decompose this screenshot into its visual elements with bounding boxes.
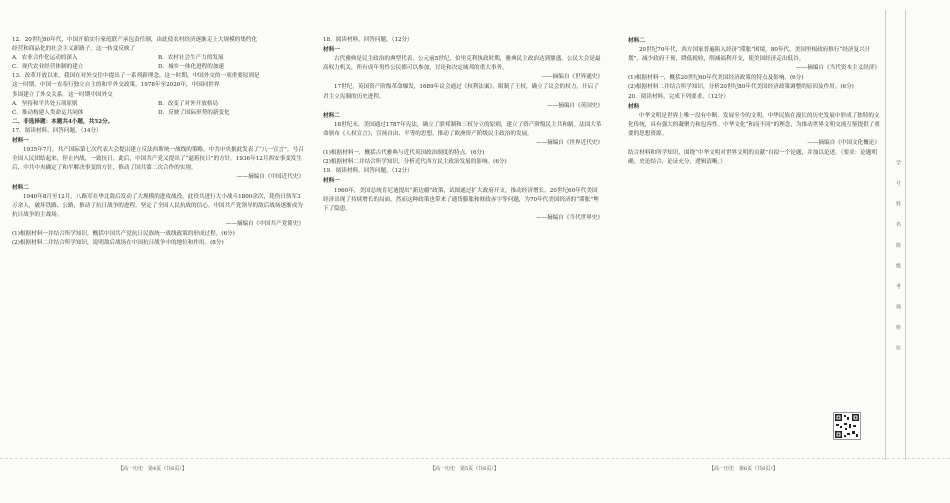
question-18-part-1: (1)根据材料一，概括古代雅典与近代英国政治制度的特点。(6分) bbox=[323, 150, 485, 157]
option-c: C．推动构建人类命运共同体 bbox=[12, 109, 84, 116]
material-2-text: 18世纪末，美国通过1787年宪法，确立了联邦制和三权分立的原则，建立了资产阶级民主共和制。法国大革命颁布《人权宣言》，宣扬自由、平等的思想，推动了欧洲资产阶级民主政治的发展。 bbox=[323, 121, 602, 137]
question-12-stem: 12．20世纪80年代，中国开始实行家庭联产承包责任制，由此使农村经济逐渐走上大规模的集约化 bbox=[12, 37, 258, 43]
question-13-stem-cont: 多国建立了外交关系。这一时期中国外交 bbox=[12, 91, 113, 98]
material-text: 中华文明是世界上唯一没有中断、发展至今的文明。中华民族在漫长的历史发展中形成了独特的文化传统，具有强大的凝聚力和包容性。中华文化“和而不同”的理念，为推动世界文明交流互鉴提供了重要的思想资源。 bbox=[628, 112, 880, 137]
option-d: D．反映了国际形势的新变化 bbox=[158, 109, 230, 116]
question-17-part-1: (1)根据材料一并结合所学知识，概括中国共产党抗日民族统一战线政策的形成过程。(6分) bbox=[12, 230, 235, 237]
material-1-source: ——摘编自《中国近代史》 bbox=[236, 174, 304, 181]
question-20-task: 结合材料和所学知识，围绕“中华文明对世界文明的贡献”自拟一个论题，并加以论述。（要求：论题明确，史论结合，论证充分，逻辑清晰。） bbox=[628, 150, 878, 166]
material-1-text: 1960年，美国总统肯尼迪提出“新边疆”政策，试图通过扩大政府开支，推动经济增长。20世纪60年代美国经济出现了持续增长的局面。然而这种政策也带来了通货膨胀和财政赤字等问题，为70年代美国经济的“滞胀”埋下了隐患。 bbox=[323, 187, 599, 212]
question-17-stem: 17．阅读材料，回答问题。（14分） bbox=[12, 127, 102, 134]
material-1-text-2: 17世纪，英国资产阶级革命爆发，1689年议会通过《权利法案》，限制了王权，确立了议会的权力，开启了君主立宪制的历史进程。 bbox=[323, 84, 599, 100]
page-footer-5: 【高一历史 第5页（共6页）】 bbox=[430, 466, 499, 472]
page-6-column bbox=[628, 36, 880, 356]
option-a: A．坚持和平共处五项原则 bbox=[12, 100, 78, 107]
material-2-source: ——摘编自《世界近代史》 bbox=[535, 140, 603, 147]
question-13-stem-cont: 这一时期，中国一直奉行独立自主的和平外交政策，1978年至2020年，中国同世界 bbox=[12, 82, 220, 89]
material-1-source: ——摘编自《世界通史》 bbox=[541, 74, 603, 81]
question-20-stem: 20．阅读材料，完成下列要求。（12分） bbox=[628, 93, 729, 100]
question-17-part-2: (2)根据材料二并结合所学知识，说明敌后战场在中国抗日战争中的地位和作用。(8分) bbox=[12, 240, 224, 247]
material-source: ——摘编自《中国文化概论》 bbox=[807, 140, 880, 147]
page-footer-6: 【高一历史 第6页（共6页）】 bbox=[709, 466, 778, 472]
material-1-title: 材料一 bbox=[12, 138, 29, 145]
material-2-source: ——摘编自《当代资本主义经济》 bbox=[796, 65, 880, 72]
option-d: D．城乡一体化进程的加速 bbox=[158, 64, 225, 71]
material-1-source-2: ——摘编自《英国史》 bbox=[547, 102, 603, 109]
section-heading: 二、非选择题：本题共4小题，共52分。 bbox=[12, 118, 114, 125]
material-2-source: ——摘编自《中国共产党简史》 bbox=[225, 220, 304, 227]
question-12-options bbox=[12, 63, 304, 72]
student-info-strip: 学 号 姓 名 班 级 考 场 座 位 bbox=[895, 160, 901, 358]
question-18-stem: 18．阅读材料，回答问题。（12分） bbox=[323, 37, 413, 43]
question-19-part-2: (2)根据材料二并结合所学知识，分析20世纪80年代美国经济政策调整的原因及作用。(6分) bbox=[628, 84, 854, 91]
material-1-title: 材料一 bbox=[323, 47, 340, 54]
material-2-text: 20世纪70年代，西方国家普遍陷入经济“滞胀”困境。80年代，美国里根政府推行“经济复兴计划”，减少政府干预，降低税收，削减福利开支，使美国经济走出低谷。 bbox=[628, 47, 871, 63]
page-footer-4: 【高一历史 第4页（共6页）】 bbox=[118, 466, 187, 472]
question-13-stem: 13．改革开放以来，我国在对外交往中提出了一系列新理念。这一时期，中国外交的一项重要原则是 bbox=[12, 73, 260, 80]
question-19-part-1: (1)根据材料一，概括20世纪60年代美国经济政策的特点及影响。(6分) bbox=[628, 75, 804, 82]
material-title: 材料 bbox=[628, 103, 640, 110]
option-c: C．现代农业经营体制的建立 bbox=[12, 64, 84, 71]
option-a: A．农业合作化运动的深入 bbox=[12, 55, 78, 62]
binding-line bbox=[905, 10, 906, 460]
material-1-text: 1935年7月，共产国际第七次代表大会提出建立反法西斯统一战线的策略。中共中央据此发表了“八一宣言”，号召全国人民团结起来，停止内战，一致抗日。此后，中国共产党又提出了“逼蒋抗日”的方针。1936年12月西安事变发生后，中共中央确定了和平解决事变的方针，推动了国共第二次合作的实现。 bbox=[12, 147, 304, 172]
material-2-title: 材料二 bbox=[628, 38, 645, 44]
material-1-title: 材料一 bbox=[323, 178, 340, 185]
question-12-stem-cont: 经营和商品化的社会主义新路子。这一转变反映了 bbox=[12, 46, 136, 53]
option-b: B．改变了对外开放格局 bbox=[158, 100, 219, 107]
material-2-title: 材料二 bbox=[323, 112, 340, 119]
page-5-column bbox=[323, 36, 603, 436]
page-4-column bbox=[12, 36, 304, 436]
material-1-text: 古代雅典是民主政治的典型代表。公元前5世纪，伯里克利执政时期，雅典民主政治达到鼎盛。公民大会是最高权力机关，所有成年男性公民都可以参加，讨论和决定城邦的重大事务。 bbox=[323, 56, 601, 72]
question-18-part-2: (2)根据材料二并结合所学知识，分析近代西方民主政治发展的影响。(6分) bbox=[323, 159, 507, 166]
qr-code-icon bbox=[833, 412, 861, 440]
material-2-text: 1940年8月至12月，八路军在华北敌后发动了大规模的进攻战役。此役共进行大小战斗1800余次，毙伤日伪军3万余人，破坏铁路、公路，推动了抗日战争的进程，坚定了全国人民抗战的信心。中国共产党领导的敌后战场逐渐成为抗日战争的主战场。 bbox=[12, 193, 303, 218]
question-12-options bbox=[12, 54, 304, 63]
question-13-options bbox=[12, 100, 304, 109]
question-13-options bbox=[12, 109, 304, 118]
footer-divider bbox=[0, 458, 950, 459]
question-19-stem: 19．阅读材料，回答问题。（12分） bbox=[323, 168, 413, 175]
material-2-title: 材料二 bbox=[12, 184, 29, 191]
option-b: B．农村社会生产力的发展 bbox=[158, 55, 224, 62]
binding-line bbox=[885, 10, 886, 460]
material-1-source: ——摘编自《当代世界史》 bbox=[535, 214, 603, 221]
